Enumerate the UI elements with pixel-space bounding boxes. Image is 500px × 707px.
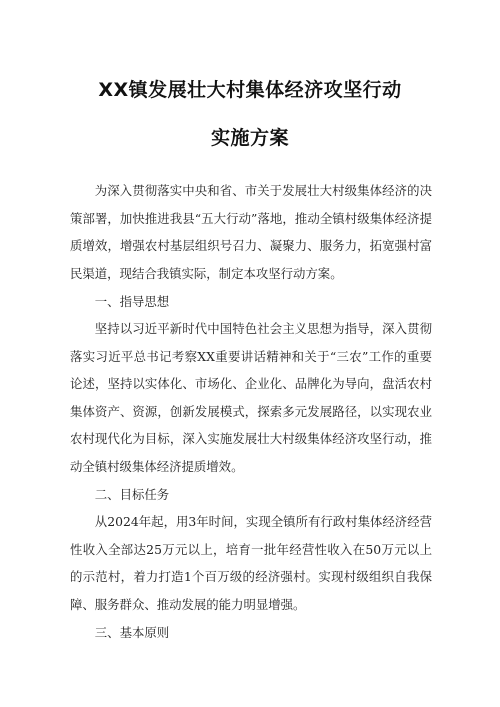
section-heading-goals: 二、目标任务 [94, 487, 170, 502]
intro-paragraph: 为深入贯彻落实中央和省、市关于发展壮大村级集体经济的决策部署，加快推进我县“五大行动”落地，推动全镇村级集体经济提质增效，增强农村基层组织号召力、凝聚力、服务力，拓宽强村富民渠道，现结合我镇实际，制定本攻坚行动方案。 [70, 183, 432, 281]
section-body-goals: 从2024年起，用3年时间，实现全镇所有行政村集体经济经营性收入全部达25万元以上，培育一批年经营性收入在50万元以上的示范村，着力打造1个百万级的经济强村。实现村级组织自我保障、服务群众、推动发展的能力明显增强。 [70, 514, 432, 612]
section-heading-guiding-ideology: 一、指导思想 [94, 294, 170, 309]
section-body-guiding-ideology: 坚持以习近平新时代中国特色社会主义思想为指导，深入贯彻落实习近平总书记考察XX重要讲话精神和关于“三农”工作的重要论述，坚持以实体化、市场化、企业化、品牌化为导向，盘活农村集体资产、资源，创新发展模式，探索多元发展路径，以实现农业农村现代化为目标，深入实施发展壮大村级集体经济攻坚行动，推动全镇村级集体经济提质增效。 [70, 321, 432, 474]
document-title: XX镇发展壮大村集体经济攻坚行动 [98, 79, 402, 101]
document-subtitle: 实施方案 [210, 127, 289, 149]
section-heading-principles: 三、基本原则 [94, 625, 170, 640]
